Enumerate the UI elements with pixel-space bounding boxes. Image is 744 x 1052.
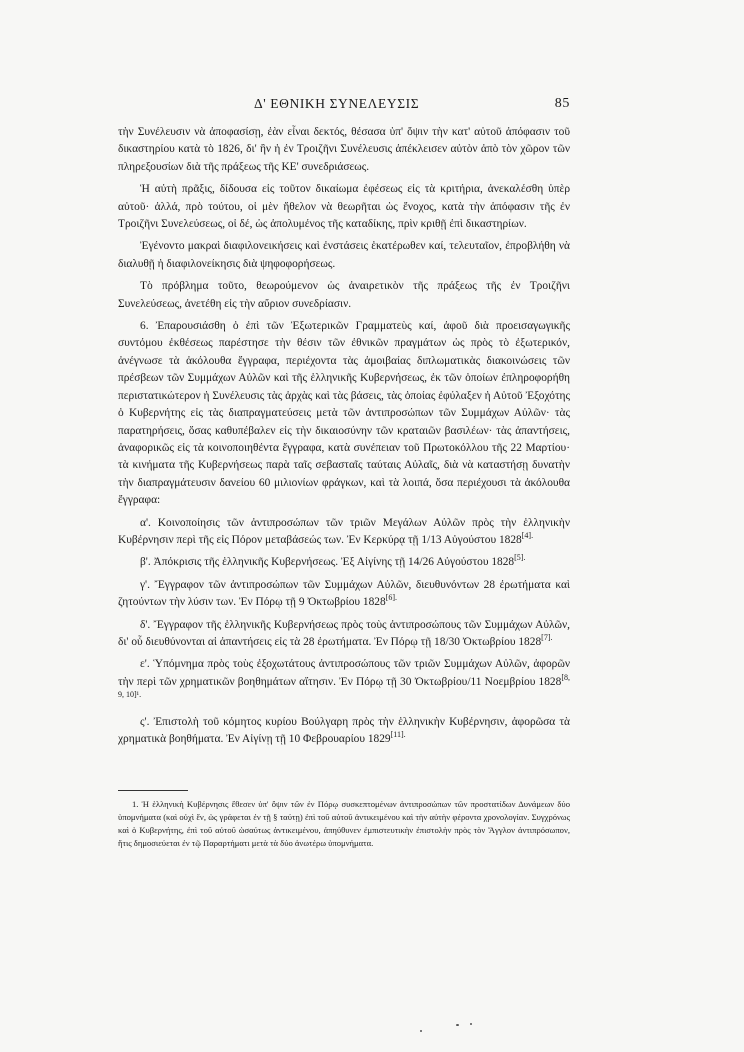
list-item-text: γ'. Ἔγγραφον τῶν ἀντιπροσώπων τῶν Συμμάχων Αὐλῶν, διευθυνόντων 28 ἐρωτήματα καὶ ζητούντων τὴν λύσιν των. Ἐν Πόρῳ τῇ 9 Ὀκτωβρίου 1828 (118, 578, 570, 609)
body-text (118, 124, 570, 753)
paragraph: 6. Ἐπαρουσιάσθη ὁ ἐπὶ τῶν Ἐξωτερικῶν Γραμματεὺς καί, ἀφοῦ διὰ προεισαγωγικῆς συντόμου ἐκθέσεως παρέστησε τὴν θέσιν τῶν ἐθνικῶν πραγμάτων ὡς πρὸς τὸ ἐξωτερικόν, ἀνέγνωσε τὰ ἀκόλουθα ἔγγραφα, περιέχοντα τὰς ἀμοιβαίας διπλωματικὰς διακοινώσεις τῶν πρέσβεων τῶν Συμμάχων Αὐλῶν καὶ τῆς ἑλληνικῆς Κυβερνήσεως, ἐκ τῶν ὁποίων ἐπληροφορήθη περιστατικώτερον ἡ Συνέλευσις τὰς ἀρχὰς καὶ τὰς βάσεις, τὰς ὁποίας ἐφύλαξεν ἡ Αὐτοῦ Ἐξοχότης ὁ Κυβερνήτης εἰς τὰς διαπραγματεύσεις μετὰ τῶν ἀντιπροσώπων τῶν Συμμάχων Αὐλῶν· τὰς παρατηρήσεις, ὅσας καθυπέβαλεν εἰς τὴν δικαιοσύνην τῶν κραταιῶν βασιλέων· τὰς ἀπαντήσεις, ἀναφορικῶς εἰς τὰ κοινοποιηθέντα ἔγγραφα, κατὰ συνέπειαν τοῦ Πρωτοκόλλου τῆς 22 Μαρτίου· τὰ κινήματα τῆς Κυβερνήσεως παρὰ ταῖς σεβασταῖς ταύταις Αὐλαῖς, διὰ νὰ καταστήσῃ δυνατὴν τὴν διαπραγμάτευσιν δανείου 60 μιλιονίων φράγκων, καὶ τὰ λοιπά, ὅσα περιέχουσι τὰ ἀκόλουθα ἔγγραφα: (118, 320, 570, 507)
footnote-text: 1. Ἡ ἑλληνικὴ Κυβέρνησις ἔθεσεν ὑπ' ὄψιν τῶν ἐν Πόρῳ συσκεπτομένων ἀντιπροσώπων τῶν προστατίδων Δυνάμεων δύο ὑπομνήματα (καὶ οὐχὶ ἕν, ὡς γράφεται ἐν τῇ § ταύτῃ) ἐπὶ τοῦ αὐτοῦ ἀντικειμένου καὶ τὴν αὐτὴν φέροντα χρονολογίαν. Συγχρόνως καὶ ὁ Κυβερνήτης, ἐπὶ τοῦ αὐτοῦ ὡσαύτως ἀντικειμένου, ἀπηύθυνεν ἐμπιστευτικὴν ἐπιστολὴν πρὸς τὸν Ἄγγλον ἀντιπρόσωπον, ἥτις δημοσιεύεται ἐν τῷ Παραρτήματι μετὰ τὰ δύο ἀνωτέρω ὑπομνήματα. (118, 799, 570, 848)
running-header (118, 96, 570, 116)
paragraph: Τὸ πρόβλημα τοῦτο, θεωρούμενον ὡς ἀναιρετικὸν τῆς πράξεως τῆς ἐν Τροιζῆνι Συνελεύσεως, ἀνετέθη εἰς τὴν αὔριον συνεδρίασιν. (118, 280, 570, 310)
list-item (118, 554, 570, 571)
list-item (118, 617, 570, 652)
reference-mark: [7]. (541, 633, 553, 643)
header-title: Δ' ΕΘΝΙΚΗ ΣΥΝΕΛΕΥΣΙΣ (254, 96, 420, 111)
list-item-text: ς'. Ἐπιστολὴ τοῦ κόμητος κυρίου Βούλγαρη πρὸς τὴν ἑλληνικὴν Κυβέρνησιν, ἀφορῶσα τὰ χρηματικὰ βοηθήματα. Ἐν Αἰγίνῃ τῇ 10 Φεβρουαρίου 1829 (118, 715, 570, 745)
reference-mark: [8, 9, 10]¹. (118, 672, 570, 700)
list-item (118, 515, 570, 550)
list-item-text: α'. Κοινοποίησις τῶν ἀντιπροσώπων τῶν τριῶν Μεγάλων Αὐλῶν πρὸς τὴν ἑλληνικὴν Κυβέρνησιν περὶ τῆς εἰς Πόρον μεταβάσεώς των. Ἐν Κερκύρᾳ τῇ 1/13 Αὐγούστου 1828 (118, 516, 570, 546)
list-item-text: β'. Ἀπόκρισις τῆς ἑλληνικῆς Κυβερνήσεως. Ἐξ Αἰγίνης τῇ 14/26 Αὐγούστου 1828 (140, 556, 515, 569)
scan-speck (470, 1023, 472, 1025)
paragraph: Ἡ αὐτὴ πρᾶξις, δίδουσα εἰς τοῦτον δικαίωμα ἐφέσεως εἰς τὰ κριτήρια, ἀνεκαλέσθη ὑπὲρ αὐτοῦ· ἀλλά, πρὸ τούτου, οἱ μὲν ἤθελον νὰ θεωρῆται ὡς ἔνοχος, κατὰ τὴν ἀπόφασιν τῆς ἐν Τροιζῆνι Συνελεύσεως, οἱ δέ, ὡς ἀπολυμένος τῆς καταδίκης, πρὶν κριθῇ ἐπὶ δικαστηρίων. (118, 183, 570, 231)
page-number: 85 (554, 96, 570, 111)
reference-mark: [6]. (385, 593, 398, 603)
paragraph: Ἐγένοντο μακραὶ διαφιλονεικήσεις καὶ ἐνστάσεις ἑκατέρωθεν καί, τελευταῖον, ἐπροβλήθη νὰ διαλυθῇ ἡ διαφιλονείκησις διὰ ψηφοφορήσεως. (118, 240, 570, 270)
scan-speck (456, 1024, 459, 1026)
reference-mark: [11]. (390, 730, 406, 740)
footnote-divider (118, 790, 188, 791)
paragraph: τὴν Συνέλευσιν νὰ ἀποφασίσῃ, ἐὰν εἶναι δεκτός, θέσασα ὑπ' ὄψιν τὴν κατ' αὐτοῦ ἀπόφασιν τοῦ δικαστηρίου κατὰ τὸ 1826, δι' ἣν ἡ ἐν Τροιζῆνι Συνέλευσις ἀπέκλεισεν αὐτὸν ἀπὸ τὸν χῶρον τῶν πληρεξουσίων διὰ τῆς πράξεως τῆς ΚΕ' συνεδριάσεως. (118, 126, 570, 173)
list-item (118, 577, 570, 612)
list-item-text: δ'. Ἔγγραφον τῆς ἑλληνικῆς Κυβερνήσεως πρὸς τοὺς ἀντιπροσώπους τῶν Συμμάχων Αὐλῶν, δι' οὗ διευθύνονται αἱ ἀπαντήσεις εἰς τὰ 28 ἐρωτήματα. Ἐν Πόρῳ τῇ 18/30 Ὀκτωβρίου 1828 (118, 618, 570, 648)
list-item-text: ε'. Ὑπόμνημα πρὸς τοὺς ἐξοχωτάτους ἀντιπροσώπους τῶν τριῶν Συμμάχων Αὐλῶν, ἀφορῶν τὴν περὶ τῶν χρηματικῶν βοηθημάτων αἴτησιν. Ἐν Πόρῳ τῇ 30 Ὀκτωβρίου/11 Νοεμβρίου 1828 (118, 658, 570, 688)
scan-speck (420, 1030, 422, 1032)
reference-mark: [4]. (521, 531, 534, 541)
list-item (118, 714, 570, 749)
footnote (118, 798, 570, 850)
list-item (118, 656, 570, 708)
reference-mark: [5]. (514, 553, 526, 563)
